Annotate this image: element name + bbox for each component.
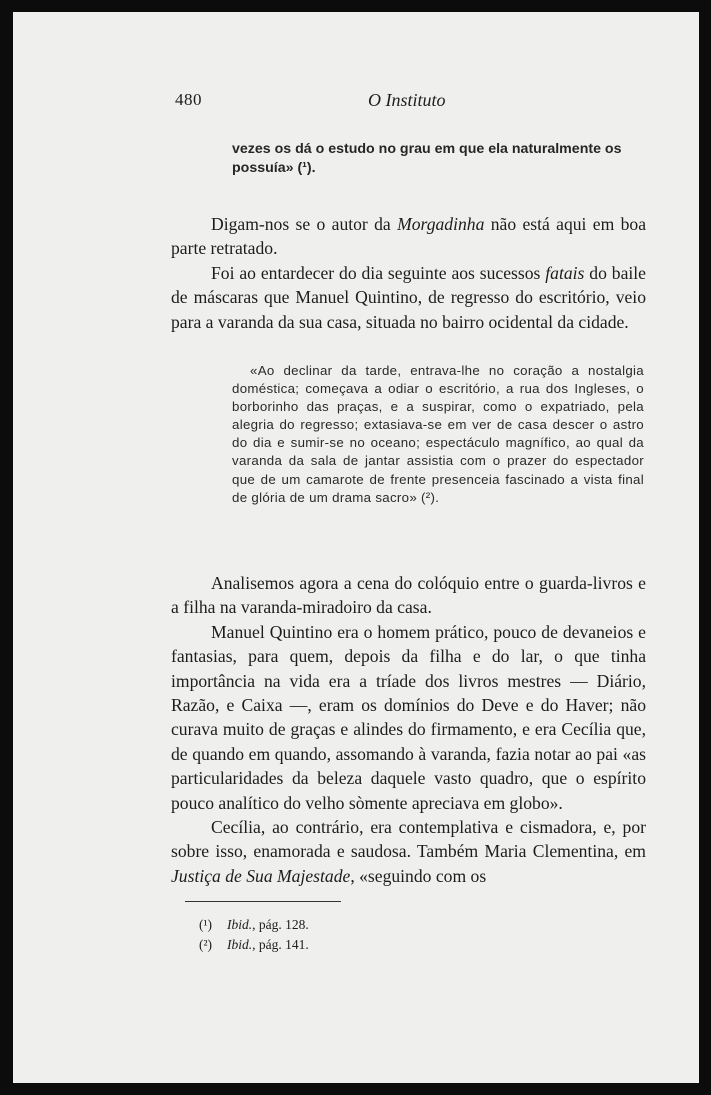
block-quote	[232, 362, 644, 507]
paragraph: Manuel Quintino era o homem prático, pouco de devaneios e fantasias, para quem, depois da filha e do lar, o que tinha importância na vida era a tríade dos livros mestres — Diário, Razão, e Caixa —, eram os domínios do Deve e do Haver; não curava muito de graças e alindes do firmamento, e era Cecília que, de quando em quando, assomando à varanda, fazia notar ao pai «as particularidades da beleza daquele vasto quadro, que o espírito pouco analítico do velho sòmente apreciava em globo».	[171, 621, 646, 813]
footnote-1: (¹) Ibid., pág. 128.	[199, 917, 309, 932]
emphasis: fatais	[545, 262, 585, 283]
paragraph: Foi ao entardecer do dia seguinte aos sucessos fatais do baile de máscaras que Manuel Quintino, de regresso do escritório, veio para a varanda da sua casa, situada no bairro ocidental da cidade.	[171, 262, 646, 332]
book-title-emphasis: Morgadinha	[397, 214, 485, 234]
paragraph: Cecília, ao contrário, era contemplativa e cismadora, e, por sobre isso, enamorada e saudosa. Também Maria Clementina, em Justiça de Sua Majestade, «seguindo com os	[171, 817, 646, 886]
paragraph: Digam-nos se o autor da Morgadinha não está aqui em boa parte retratado.	[171, 214, 646, 259]
footnote-2: (²) Ibid., pág. 141.	[199, 937, 309, 952]
book-title-emphasis: Justiça de Sua Majestade	[171, 865, 351, 886]
running-title: O Instituto	[368, 90, 446, 110]
body-text-b	[171, 571, 646, 888]
paragraph: Analisemos agora a cena do colóquio entre o guarda-livros e a filha na varanda-miradoiro da casa.	[171, 573, 646, 618]
page-number: 480	[175, 90, 202, 109]
body-text-a	[171, 212, 646, 334]
quote-continuation: vezes os dá o estudo no grau em que ela naturalmente os possuía» (¹).	[232, 141, 622, 176]
block-quote-text: «Ao declinar da tarde, entrava-lhe no coração a nostalgia doméstica; começava a odiar o escritório, a rua dos Ingleses, o borborinho das praças, e a suspirar, como o expatriado, pela alegria do regresso; extasiava-se em ver de casa descer o astro do dia e sumir-se no oceano; espectáculo magnífico, ao qual da varanda da sala de jantar assistia com o prazer do espectador que de um camarote de frente presenceia fascinado a vista final de glória de um drama sacro» (²).	[232, 363, 644, 505]
footnote-rule	[185, 901, 341, 902]
book-page	[13, 12, 699, 1083]
